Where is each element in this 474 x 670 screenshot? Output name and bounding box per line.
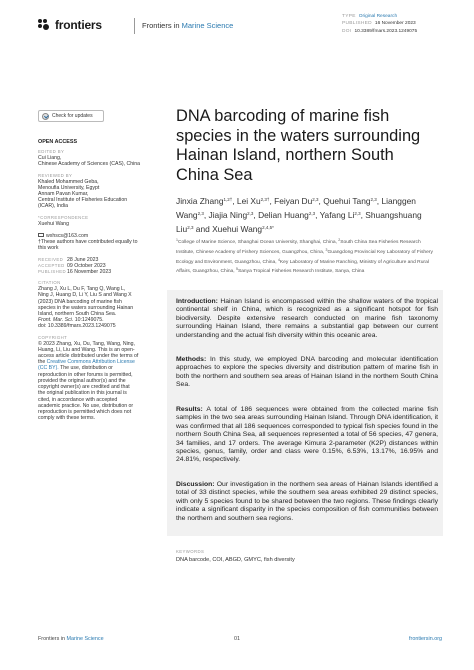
author-name[interactable]: Lei Xu [236,196,261,206]
author-name[interactable]: Quehui Tang [323,196,371,206]
author-name[interactable]: Jinxia Zhang [176,196,224,206]
author-affiliation-mark: 2,3 [197,210,204,216]
author-affiliation-mark: 2,3 [354,210,361,216]
cc-by-license-link[interactable]: Creative Commons Attribution License (CC BY). [38,359,135,372]
journal-name[interactable]: Frontiers in Marine Science [142,21,234,30]
abstract-discussion: Discussion: Our investigation in the northern sea areas of Hainan Islands identified a total of 33 distinct species, while the southern sea areas exhibited 29 distinct species, with only 5 species found to be shared between the two regions. These findings clearly indicate a significant disparity in the species composition of fish communities between the northern and southern sea regions. [176,481,438,522]
author-affiliation-mark: 2,3 [308,210,316,216]
edited-by: EDITED BY Cui Liang, Chinese Academy of Sciences (CAS), China [38,149,141,168]
author-list: Jinxia Zhang$^{1,2\dagger}$, Lei $Xu^{2,3\dagger}$, Feiyan Du$^{2,3}$, Quehui Tang$^{2,3}$, Lianggen Wang$^{2,3}$, Jiajia Ning$^{2,3}$, Delian Huang$^{2,3}$, Yafang Li$^{2,3}$, Shuangshuang Liu$^{2,3}$ and Xuehui Wang$^{2,4,5*}$ [176,196,422,234]
check-for-updates-button[interactable]: Check for updates [38,110,104,122]
reviewed-by: REVIEWED BY Khaled Mohammed Geba, Menoufia University, Egypt Annam Pavan Kumar, Central Institute of Fisheries Education (ICAR), India [38,172,128,210]
logo-text: frontiers [55,18,102,32]
correspondence: *CORRESPONDENCE Xuehui Wang wxhscs@163.com †These authors have contributed equally to this work [38,215,156,252]
author-affiliation-mark: 2,3 [187,224,194,230]
author-name[interactable]: Yafang Li [319,209,355,220]
author-name[interactable]: Shuangshuang Liu [176,209,422,234]
affiliation-text: Key Laboratory of Marine Ranching, Ministry of Agriculture and Rural Affairs, Guangzhou, China, [176,259,429,275]
journal-name-accent: Marine Science [181,21,234,30]
page-number: 01 [234,636,240,642]
abstract-results: Results: A total of 186 sequences were obtained from the collected marine fish samples in the two sea areas surrounding Hainan Island. Through DNA identification, it was confirmed that all 186 sequences corresponded to typical fish species found in the northern South China Sea, all sequences represented a total of 56 species, 47 genera, 34 families, and 17 orders. The average Kimura 2-parameter (K2P) distances within species, genus, family, order and class were 0.15%, 6.53%, 13.17%, 16.95% and 24.81%, respectively. [176,406,438,464]
article-title: DNA barcoding of marine fish species in the waters surrounding Hainan Island, northern South China Sea [176,107,421,184]
doi[interactable]: 10.3389/fmars.2023.1249075 [354,28,418,34]
author-name[interactable]: Xuehui Wang [212,223,263,234]
header-divider [134,18,135,34]
abstract-methods: Methods: In this study, we employed DNA barcoding and molecular identification approaches to explore the species diversity and distribution pattern of marine fish in both the northern and southern sea areas of Hainan Island in the northern South China Sea. [176,356,438,389]
article-meta: TYPE Original Research PUBLISHED 16 November 2023 DOI 10.3389/fmars.2023.1249075 [342,14,418,34]
affiliation-number: 5 [236,267,238,272]
author-name[interactable]: Jiajia Ning [208,209,248,220]
author-affiliation-mark: 2,3 [312,197,319,202]
frontiers-logo-icon [38,19,51,32]
article-type: Original Research [358,14,398,19]
author-name[interactable]: Feiyan Du [274,196,313,206]
affiliation-text: College of Marine Science, Shanghai Ocean University, Shanghai, China, [177,240,339,245]
published-date: 16 November 2023 [374,21,416,27]
affiliation-text: Sanya Tropical Fisheries Research Institute, Sanya, China [237,269,365,275]
affiliation-number: 4 [277,257,280,262]
keywords: DNA barcode, COI, ABGD, GMYC, fish diversity [176,557,295,563]
correspondence-email[interactable]: wxhscs@163.com [38,227,156,239]
footer-journal[interactable]: Frontiers in Marine Science [38,636,104,642]
equal-contribution-note: †These authors have contributed equally to this work [38,239,138,252]
affiliation-text: Guangdong Provincial Key Laboratory of Fishery Ecology and Environment, Guangzhou, China, [176,249,433,265]
citation: CITATION Zhang J, Xu L, Du F, Tang Q, Wang L, Ning J, Huang D, Li Y, Liu S and Wang X (2023) DNA barcoding of marine fish species in the waters surrounding Hainan Island, northern South China Sea. Front. Mar. Sci. 10:1249075. doi: 10.3389/fmars.2023.1249075 [38,280,134,330]
author-affiliation-mark: 2,4,5* [262,224,274,230]
author-affiliation-mark: 1,2† [223,197,233,202]
author-affiliation-mark: 2,3† [260,197,270,202]
affiliation-text: South China Sea Fisheries Research Institute, Chinese Academy of Fishery Sciences, Guangzhou, China, [176,240,421,255]
affiliation-number: 1 [176,238,178,242]
copyright: COPYRIGHT © 2023 Zhang, Xu, Du, Tang, Wang, Ning, Huang, Li, Liu and Wang. This is an open- access article distributed under the terms of the Creative Commons Attribution License (CC BY). The use, distribution or reproduction in other forums is permitted, provided the original author(s) and the copyright owner(s) are credited and that the original publication in this journal is cited, in accordance with accepted academic practice. No use, distribution or reproduction is permitted which does not comply with these terms. [38,334,139,422]
open-access-label: OPEN ACCESS [38,139,78,145]
article-dates: RECEIVED 28 June 2023 ACCEPTED 09 October 2023 PUBLISHED 16 November 2023 [38,256,112,276]
author-affiliation-mark: 2,3 [370,197,377,202]
affiliation-number: 3 [325,247,328,252]
footer-website-link[interactable]: frontiersin.org [409,636,442,642]
sidebar [38,110,156,426]
affiliations [176,237,436,276]
check-updates-icon [42,113,49,120]
affiliation-number: 2 [338,238,341,242]
author-name[interactable]: Delian Huang [258,209,309,220]
frontiers-logo[interactable] [38,18,102,32]
author-name[interactable]: Lianggen Wang [176,196,416,220]
keywords-label: KEYWORDS [176,549,205,554]
email-icon [38,233,44,237]
author-affiliation-mark: 2,3 [247,210,254,216]
abstract-introduction: Introduction: Hainan Island is encompassed within the shallow waters of the tropical continental shelf in China, which is recognized as a significant hotspot for fish biodiversity. Despite extensive research conducted on marine fish taxonomy surrounding Hainan Island, there remains a substantial gap between our current understanding and the actual fish diversity within this oceanic area. [176,298,439,339]
